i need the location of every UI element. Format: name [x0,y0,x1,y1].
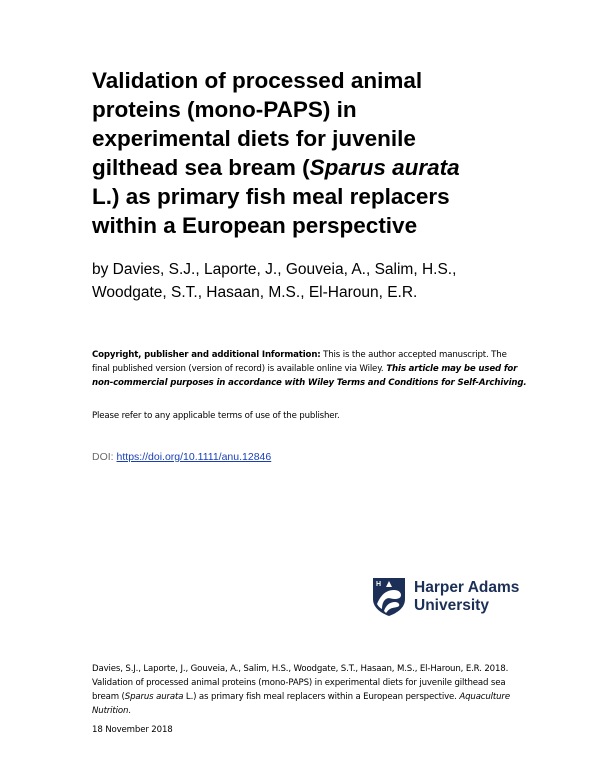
journal-name: Aquaculture [459,692,510,702]
doi [92,451,271,463]
citation-line: Davies, S.J., Laporte, J., Gouveia, A., Salim, H.S., Woodgate, S.T., Hasaan, M.S., El-Haroun, E.R. 2018. [92,664,509,674]
title-line: experimental diets for juvenile [92,126,416,151]
title-line [92,153,542,182]
title-text: gilthead sea bream ( [92,155,310,180]
copyright-line [92,362,522,376]
author-list [92,258,542,304]
species-name: Sparus aurata [309,155,460,180]
journal-name: Nutrition [92,706,129,716]
logo-line: Harper Adams [414,579,520,596]
copyright-text: This is the author accepted manuscript. The [320,350,507,360]
title-line: proteins (mono-PAPS) in [92,97,357,122]
author-line: by Davies, S.J., Laporte, J., Gouveia, A., Salim, H.S., [92,261,457,278]
copyright-line [92,376,527,390]
title-line: within a European perspective [92,213,418,238]
citation-text: . [128,706,131,716]
doi-link[interactable]: https://doi.org/10.1111/anu.12846 [116,451,272,463]
logo-line: University [414,597,489,614]
copyright-text: final published version (version of record) is available online via Wiley. [92,364,384,374]
citation-line: Validation of processed animal proteins (mono-PAPS) in experimental diets for juvenile gilthead sea [92,678,506,688]
copyright-label: Copyright, publisher and additional Information: [92,350,321,360]
logo-wordmark [414,579,519,615]
citation-text: L.) as primary fish meal replacers within a European perspective. [183,692,460,702]
citation [92,662,522,718]
shield-letter: H [376,581,382,588]
title-line: Validation of processed animal [92,68,423,93]
university-logo [372,577,522,617]
title-line: L.) as primary fish meal replacers [92,184,450,209]
terms-notice: Please refer to any applicable terms of use of the publisher. [92,411,340,421]
author-line: Woodgate, S.T., Hasaan, M.S., El-Haroun, E.R. [92,284,418,301]
document-date: 18 November 2018 [92,725,173,735]
copyright-usage-note: This article may be used for [383,364,518,374]
copyright-line [92,348,522,362]
citation-line [92,704,522,718]
copyright-usage-note: non-commercial purposes in accordance with Wiley Terms and Conditions for Self-Archiving. [92,378,527,388]
copyright-notice [92,348,527,390]
citation-line [92,690,522,704]
shield-icon [372,577,406,617]
doi-label: DOI: [92,451,117,463]
species-name: Sparus aurata [124,692,184,702]
citation-text: bream ( [92,692,125,702]
document-title [92,66,542,240]
